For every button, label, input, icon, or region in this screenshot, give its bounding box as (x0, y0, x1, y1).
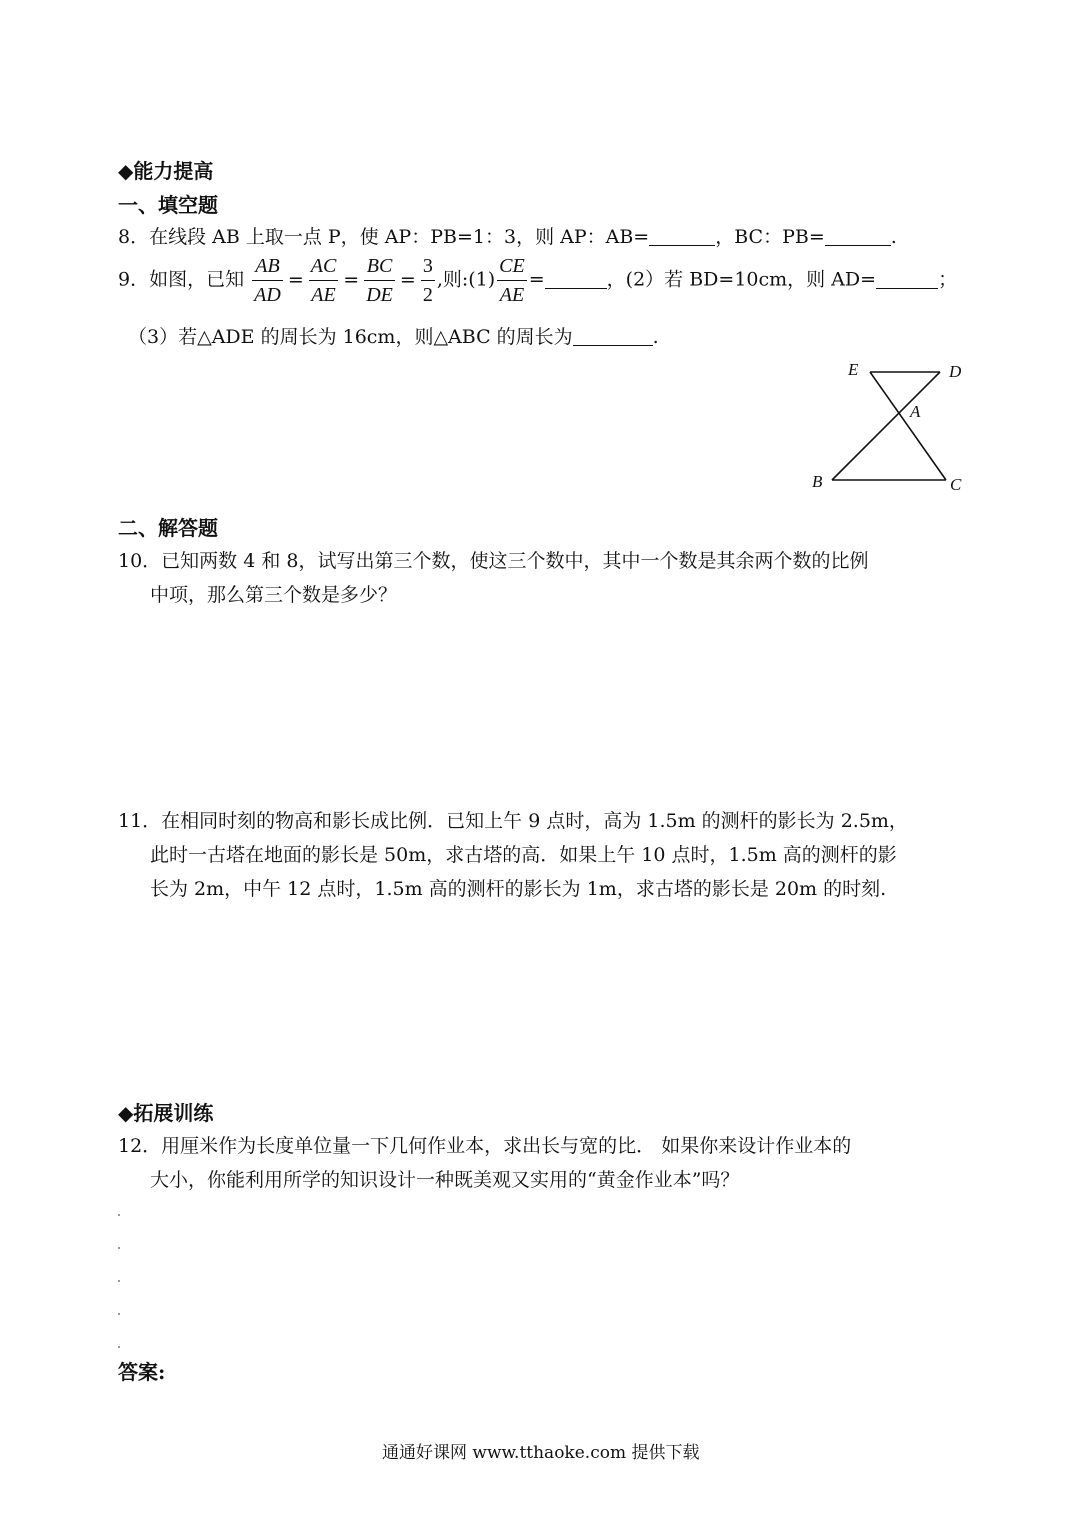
label-c: C (950, 475, 962, 494)
triangle-figure (810, 356, 970, 496)
question-11-line-3: 长为 2m，中午 12 点时，1.5m 高的测杆的影长为 1m，求古塔的影长是 20m 的时刻. (150, 878, 887, 900)
q9-part2: ，(2）若 BD=10cm，则 AD= (606, 268, 877, 291)
margin-mark (118, 1346, 120, 1348)
eq-sign-3: = (399, 268, 416, 291)
q9-blank-2 (876, 270, 938, 289)
margin-mark (118, 1214, 120, 1216)
question-12-line-1: 12．用厘米作为长度单位量一下几何作业本，求出长与宽的比． 如果你来设计作业本的 (118, 1135, 852, 1157)
eq-sign-2: = (343, 268, 360, 291)
question-10-line-1: 10．已知两数 4 和 8，试写出第三个数，使这三个数中，其中一个数是其余两个数的比例 (118, 550, 869, 572)
label-e: E (848, 360, 859, 379)
label-a: A (910, 402, 921, 421)
fraction-ab-ad (252, 252, 283, 309)
frac4-den: 2 (422, 284, 433, 306)
question-11-line-1: 11．在相同时刻的物高和影长成比例．已知上午 9 点时，高为 1.5m 的测杆的影长为 2.5m， (118, 810, 908, 832)
label-b: B (812, 472, 823, 491)
frac2-num: AC (309, 252, 339, 281)
frac5-den: AE (499, 284, 525, 306)
segment-ec (870, 372, 946, 480)
frac3-num: BC (364, 252, 395, 281)
section-title-ability: ◆能力提高 (118, 159, 214, 183)
q9-blank-3 (573, 327, 653, 346)
q9-end3: . (652, 326, 659, 348)
segment-db (832, 372, 940, 480)
margin-mark (118, 1280, 120, 1282)
q9-prefix: 9．如图，已知 (118, 268, 245, 291)
q8-blank-2 (825, 227, 891, 246)
part-title-solve: 二、解答题 (118, 516, 218, 540)
q8-blank-1 (649, 227, 715, 246)
question-9 (118, 252, 957, 309)
frac5-num: CE (497, 252, 527, 281)
question-11-line-2: 此时一古塔在地面的影长是 50m，求古塔的高．如果上午 10 点时，1.5m 高的测杆的影 (150, 844, 897, 866)
eq-sign-4: = (528, 268, 545, 291)
frac1-den: AD (254, 284, 281, 306)
q9-line2: （3）若△ADE 的周长为 16cm，则△ABC 的周长为 (128, 326, 573, 348)
fraction-3-2 (421, 252, 435, 309)
part-title-fill-blank: 一、填空题 (118, 193, 218, 217)
margin-mark (118, 1313, 120, 1315)
question-9-line-2 (128, 322, 659, 349)
section-title-extension: ◆拓展训练 (118, 1101, 214, 1125)
answer-title: 答案: (118, 1360, 166, 1384)
q8-sep: ，BC：PB= (715, 226, 825, 248)
q8-text: 8．在线段 AB 上取一点 P，使 AP：PB=1：3，则 AP：AB= (118, 226, 650, 248)
q9-then: ,则:(1) (436, 268, 496, 291)
frac3-den: DE (366, 284, 393, 306)
fraction-ac-ae (309, 252, 339, 309)
margin-mark (118, 1247, 120, 1249)
fraction-bc-de (364, 252, 395, 309)
q9-end2: ； (938, 268, 958, 291)
q9-blank-1 (545, 270, 607, 289)
question-12-line-2: 大小，你能利用所学的知识设计一种既美观又实用的“黄金作业本”吗？ (150, 1169, 740, 1191)
question-10-line-2: 中项，那么第三个数是多少？ (150, 584, 398, 606)
eq-sign-1: = (287, 268, 304, 291)
frac4-num: 3 (421, 252, 435, 281)
frac2-den: AE (311, 284, 336, 306)
fraction-ce-ae (497, 252, 527, 309)
label-d: D (949, 362, 962, 381)
page-footer: 通通好课网 www.tthaoke.com 提供下载 (382, 1443, 700, 1463)
question-8 (118, 222, 897, 249)
q8-end: . (890, 226, 897, 248)
frac1-num: AB (252, 252, 283, 281)
